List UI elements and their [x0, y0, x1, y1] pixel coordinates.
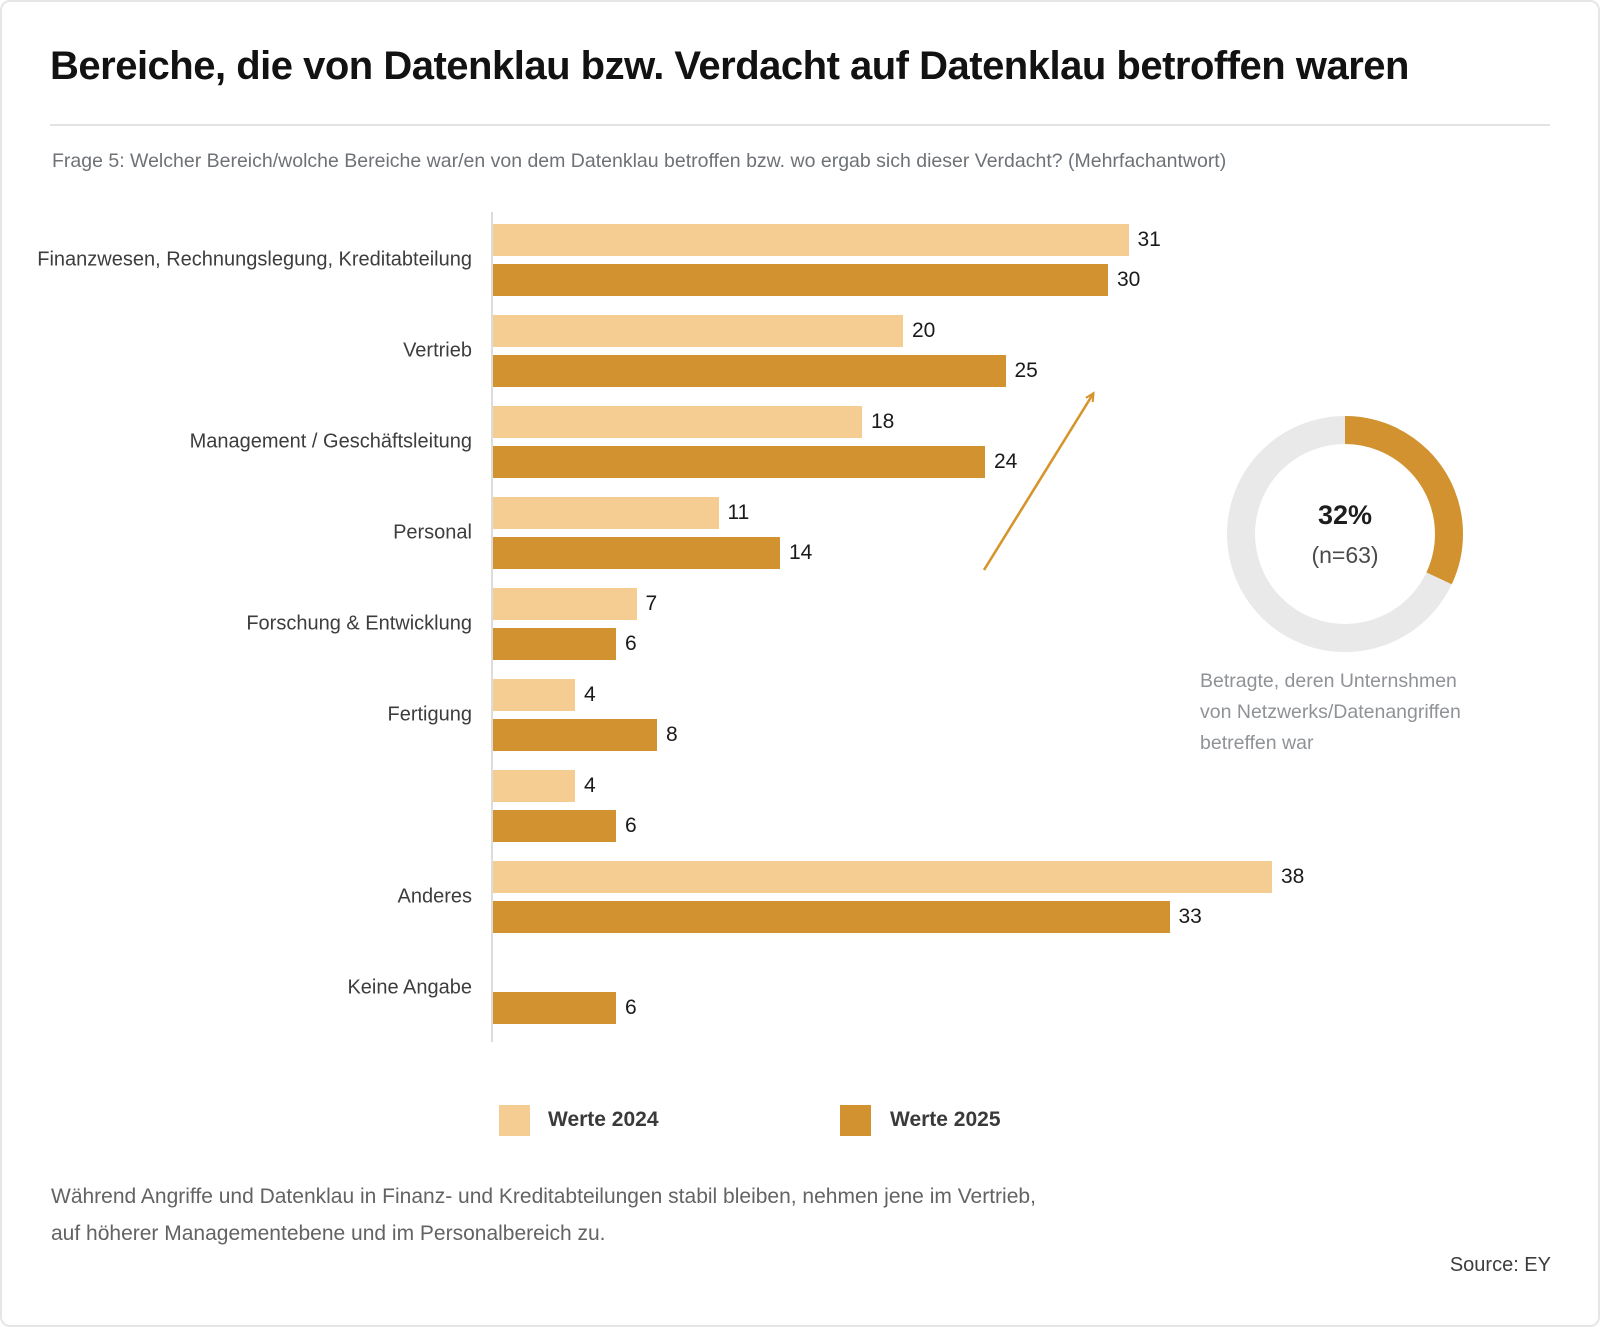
value-label-2024: 20 — [912, 319, 936, 342]
category-label: Management / Geschäftsleitung — [189, 430, 472, 453]
chart-row — [2, 952, 1600, 1043]
bar-2024 — [493, 770, 575, 802]
donut-center-text — [1215, 404, 1475, 664]
bar-2025 — [493, 901, 1170, 933]
bar-2025 — [493, 264, 1108, 296]
category-label: Anderes — [397, 885, 472, 908]
bar-2025 — [493, 446, 985, 478]
bar-2024 — [493, 679, 575, 711]
value-label-2025: 6 — [625, 632, 637, 655]
bar-2024 — [493, 861, 1272, 893]
value-label-2025: 24 — [994, 450, 1018, 473]
bar-2025 — [493, 355, 1006, 387]
chart-row — [2, 224, 1600, 315]
value-label-2025: 6 — [625, 814, 637, 837]
value-label-2025: 14 — [789, 541, 813, 564]
chart-row — [2, 315, 1600, 406]
legend-label-2024: Werte 2024 — [548, 1108, 659, 1131]
category-label: Fertigung — [387, 703, 472, 726]
legend-label-2025: Werte 2025 — [890, 1108, 1001, 1131]
category-label: Keine Angabe — [347, 976, 472, 999]
bar-2024 — [493, 497, 719, 529]
bar-2025 — [493, 992, 616, 1024]
legend-swatch-2025 — [840, 1105, 871, 1136]
value-label-2024: 4 — [584, 683, 596, 706]
donut-caption: Betragte, deren Unternshmen von Netzwerks/Datenangriffen betreffen war — [1200, 670, 1461, 754]
source-credit: Source: EY — [1449, 1254, 1551, 1276]
category-label: Personal — [393, 521, 472, 544]
value-label-2025: 6 — [625, 996, 637, 1019]
value-label-2025: 30 — [1117, 268, 1141, 291]
bar-2024 — [493, 406, 862, 438]
bar-2024 — [493, 224, 1129, 256]
chart-row — [2, 770, 1600, 861]
category-label: Finanzwesen, Rechnungslegung, Kreditabteilung — [37, 248, 472, 271]
bar-2025 — [493, 537, 780, 569]
value-label-2024: 38 — [1281, 865, 1305, 888]
value-label-2025: 25 — [1014, 359, 1038, 382]
bar-2024 — [493, 588, 637, 620]
value-label-2024: 7 — [645, 592, 658, 615]
category-label: Vertrieb — [403, 339, 472, 362]
value-label-2024: 4 — [584, 774, 596, 797]
value-label-2024: 11 — [727, 501, 750, 524]
value-label-2024: 18 — [871, 410, 895, 433]
bar-2024 — [493, 315, 903, 347]
bar-2025 — [493, 628, 616, 660]
chart-legend — [2, 1102, 1600, 1142]
value-label-2024: 31 — [1137, 228, 1161, 251]
category-label: Forschung & Entwicklung — [246, 612, 472, 635]
bar-2025 — [493, 719, 657, 751]
donut-percent: 32% — [1317, 499, 1373, 530]
chart-row — [2, 861, 1600, 952]
summary-annotation: Während Angriffe und Datenklau in Finanz- und Kreditabteilungen stabil bleiben, nehmen jene im Vertrieb, auf höherer Managementebene und im Personalbereich zu. — [51, 1185, 1036, 1245]
page-title: Bereiche, die von Datenklau bzw. Verdacht auf Datenklau betroffen waren — [50, 44, 1409, 88]
legend-swatch-2024 — [499, 1105, 530, 1136]
value-label-2025: 8 — [666, 723, 678, 746]
value-label-2025: 33 — [1178, 905, 1202, 928]
donut-sample-size: (n=63) — [1311, 541, 1379, 568]
bar-2025 — [493, 810, 616, 842]
question-subtitle: Frage 5: Welcher Bereich/wolche Bereiche war/en von dem Datenklau betroffen bzw. wo ergab sich dieser Verdacht? (Mehrfachantwort) — [52, 150, 1227, 172]
